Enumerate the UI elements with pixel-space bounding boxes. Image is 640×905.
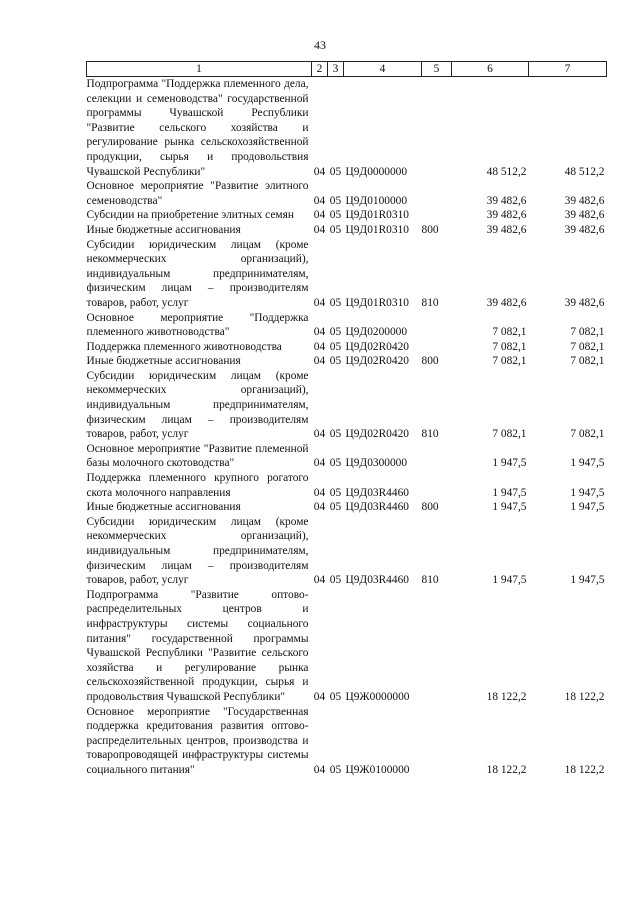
cell-subsection: 05 [329, 296, 342, 309]
cell-name: Субсидии на приобретение элитных семян [86, 209, 294, 222]
cell-name: Поддержка племенного животноводства [86, 340, 282, 353]
cell-amount-1: 1 947,5 [492, 574, 527, 587]
cell-amount-1: 7 082,1 [492, 340, 527, 353]
cell-amount-2: 7 082,1 [570, 340, 605, 353]
cell-target-article: Ц9Д01R0310 [345, 296, 409, 309]
cell-target-article: Ц9Д03R4460 [345, 486, 409, 499]
column-header-amount-1: 6 [452, 62, 529, 77]
cell-name: Иные бюджетные ассигнования [86, 501, 241, 514]
cell-amount-2: 39 482,6 [564, 194, 605, 207]
table-row [87, 705, 607, 778]
cell-name: Основное мероприятие "Поддержка племенного животноводства" [86, 311, 309, 339]
cell-section: 04 [313, 194, 326, 207]
table-row [87, 238, 607, 311]
cell-section: 04 [313, 763, 326, 776]
cell-subsection: 05 [329, 486, 342, 499]
table-row [87, 442, 607, 471]
cell-target-article: Ц9Д0200000 [345, 326, 408, 339]
cell-subsection: 05 [329, 340, 342, 353]
cell-expense-type [422, 442, 452, 471]
cell-target-article: Ц9Д03R4460 [345, 574, 409, 587]
cell-name: Субсидии юридическим лицам (кроме некоммерческих организаций), индивидуальным предпринимателям, физическим лицам – производителям товаров, работ, услуг [86, 369, 309, 441]
cell-subsection: 05 [329, 763, 342, 776]
cell-subsection: 05 [329, 209, 342, 222]
cell-section: 04 [313, 501, 326, 514]
cell-expense-type: 810 [421, 296, 439, 309]
cell-section: 04 [313, 296, 326, 309]
table-row [87, 471, 607, 500]
cell-amount-2: 7 082,1 [570, 326, 605, 339]
cell-amount-2: 1 947,5 [570, 574, 605, 587]
cell-amount-1: 39 482,6 [486, 296, 527, 309]
cell-expense-type: 800 [421, 355, 439, 368]
cell-name: Поддержка племенного крупного рогатого скота молочного направления [86, 472, 309, 499]
table-row [87, 179, 607, 208]
table-row [87, 515, 607, 588]
cell-amount-2: 1 947,5 [570, 486, 605, 499]
cell-section: 04 [313, 209, 326, 222]
cell-amount-1: 18 122,2 [486, 690, 527, 703]
column-header-subsection: 3 [328, 62, 344, 77]
cell-target-article: Ц9Д01R0310 [345, 209, 409, 222]
column-header-section: 2 [312, 62, 328, 77]
cell-expense-type [422, 77, 452, 180]
cell-subsection: 05 [329, 690, 342, 703]
cell-section: 04 [313, 223, 326, 236]
column-header-target-article: 4 [344, 62, 422, 77]
cell-name: Субсидии юридическим лицам (кроме некоммерческих организаций), индивидуальным предпринимателям, физическим лицам – производителям товаров, работ, услуг [86, 238, 309, 309]
table-header [87, 62, 607, 77]
cell-expense-type: 810 [421, 574, 439, 587]
cell-target-article: Ц9Д0000000 [345, 165, 408, 178]
cell-target-article: Ц9Д0300000 [345, 457, 408, 470]
cell-amount-1: 1 947,5 [492, 486, 527, 499]
cell-subsection: 05 [329, 457, 342, 470]
cell-amount-2: 7 082,1 [570, 428, 605, 441]
cell-expense-type [422, 179, 452, 208]
cell-target-article: Ц9Ж0000000 [345, 690, 410, 703]
cell-amount-1: 18 122,2 [486, 763, 527, 776]
cell-amount-1: 39 482,6 [486, 223, 527, 236]
cell-subsection: 05 [329, 223, 342, 236]
table-row [87, 311, 607, 340]
cell-section: 04 [313, 326, 326, 339]
table-row [87, 223, 607, 238]
cell-amount-2: 7 082,1 [570, 355, 605, 368]
cell-subsection: 05 [329, 501, 342, 514]
cell-amount-1: 7 082,1 [492, 355, 527, 368]
cell-amount-2: 48 512,2 [564, 165, 605, 178]
cell-expense-type: 800 [421, 501, 439, 514]
cell-name: Подпрограмма "Развитие оптово-распределительных центров и инфраструктуры системы социального питания" государственной программы Чувашской Республики "Развитие сельского хозяйства и регулирование рынка сельскохозяйственной продукции, сырья и продовольствия Чувашской Республики" [86, 588, 309, 703]
cell-section: 04 [313, 355, 326, 368]
cell-section: 04 [313, 574, 326, 587]
cell-amount-1: 7 082,1 [492, 428, 527, 441]
cell-target-article: Ц9Д0100000 [345, 194, 408, 207]
cell-amount-1: 39 482,6 [486, 209, 527, 222]
cell-section: 04 [313, 428, 326, 441]
table-body [87, 77, 607, 778]
budget-table [86, 61, 607, 778]
cell-target-article: Ц9Д02R0420 [345, 355, 409, 368]
cell-expense-type [422, 208, 452, 223]
table-row [87, 369, 607, 442]
cell-expense-type: 800 [421, 223, 439, 236]
cell-amount-1: 48 512,2 [486, 165, 527, 178]
cell-subsection: 05 [329, 326, 342, 339]
cell-section: 04 [313, 165, 326, 178]
cell-expense-type [422, 311, 452, 340]
column-header-expense-type: 5 [422, 62, 452, 77]
cell-amount-2: 39 482,6 [564, 296, 605, 309]
cell-amount-2: 18 122,2 [564, 763, 605, 776]
page-number: 43 [314, 38, 326, 52]
cell-name: Субсидии юридическим лицам (кроме некоммерческих организаций), индивидуальным предпринимателям, физическим лицам – производителям товаров, работ, услуг [86, 515, 309, 587]
table-row [87, 354, 607, 369]
cell-amount-1: 1 947,5 [492, 457, 527, 470]
cell-expense-type [422, 588, 452, 705]
cell-target-article: Ц9Д01R0310 [345, 223, 409, 236]
cell-name: Подпрограмма "Поддержка племенного дела, селекции и семеноводства" государственной программы Чувашской Республики "Развитие сельского хозяйства и регулирование рынка сельскохозяйственной продукции, сырья и продовольствия Чувашской Республики" [86, 78, 309, 178]
table-row [87, 500, 607, 515]
table-row [87, 340, 607, 355]
cell-subsection: 05 [329, 428, 342, 441]
cell-expense-type [422, 705, 452, 778]
cell-name: Основное мероприятие "Развитие элитного семеноводства" [86, 180, 309, 207]
cell-amount-2: 1 947,5 [570, 501, 605, 514]
cell-amount-2: 39 482,6 [564, 209, 605, 222]
cell-name: Иные бюджетные ассигнования [86, 223, 241, 236]
cell-subsection: 05 [329, 165, 342, 178]
cell-subsection: 05 [329, 355, 342, 368]
cell-name: Иные бюджетные ассигнования [86, 355, 241, 368]
table-row [87, 588, 607, 705]
cell-target-article: Ц9Д03R4460 [345, 501, 409, 514]
column-header-name: 1 [87, 62, 312, 77]
cell-target-article: Ц9Д02R0420 [345, 428, 409, 441]
cell-amount-1: 7 082,1 [492, 326, 527, 339]
cell-subsection: 05 [329, 574, 342, 587]
cell-amount-2: 1 947,5 [570, 457, 605, 470]
cell-name: Основное мероприятие "Государственная поддержка кредитования развития оптово-распределительных центров, производства и товаропроводящей инфраструктуры системы социального питания" [86, 705, 309, 776]
cell-section: 04 [313, 690, 326, 703]
cell-target-article: Ц9Д02R0420 [345, 340, 409, 353]
cell-amount-2: 39 482,6 [564, 223, 605, 236]
cell-target-article: Ц9Ж0100000 [345, 763, 410, 776]
cell-expense-type [422, 340, 452, 355]
cell-subsection: 05 [329, 194, 342, 207]
table-row [87, 77, 607, 180]
cell-expense-type [422, 471, 452, 500]
column-header-amount-2: 7 [529, 62, 607, 77]
cell-amount-2: 18 122,2 [564, 690, 605, 703]
cell-section: 04 [313, 340, 326, 353]
table-row [87, 208, 607, 223]
cell-expense-type: 810 [421, 428, 439, 441]
cell-section: 04 [313, 457, 326, 470]
cell-amount-1: 1 947,5 [492, 501, 527, 514]
header-row [87, 62, 607, 77]
cell-section: 04 [313, 486, 326, 499]
cell-amount-1: 39 482,6 [486, 194, 527, 207]
cell-name: Основное мероприятие "Развитие племенной базы молочного скотоводства" [86, 442, 309, 470]
